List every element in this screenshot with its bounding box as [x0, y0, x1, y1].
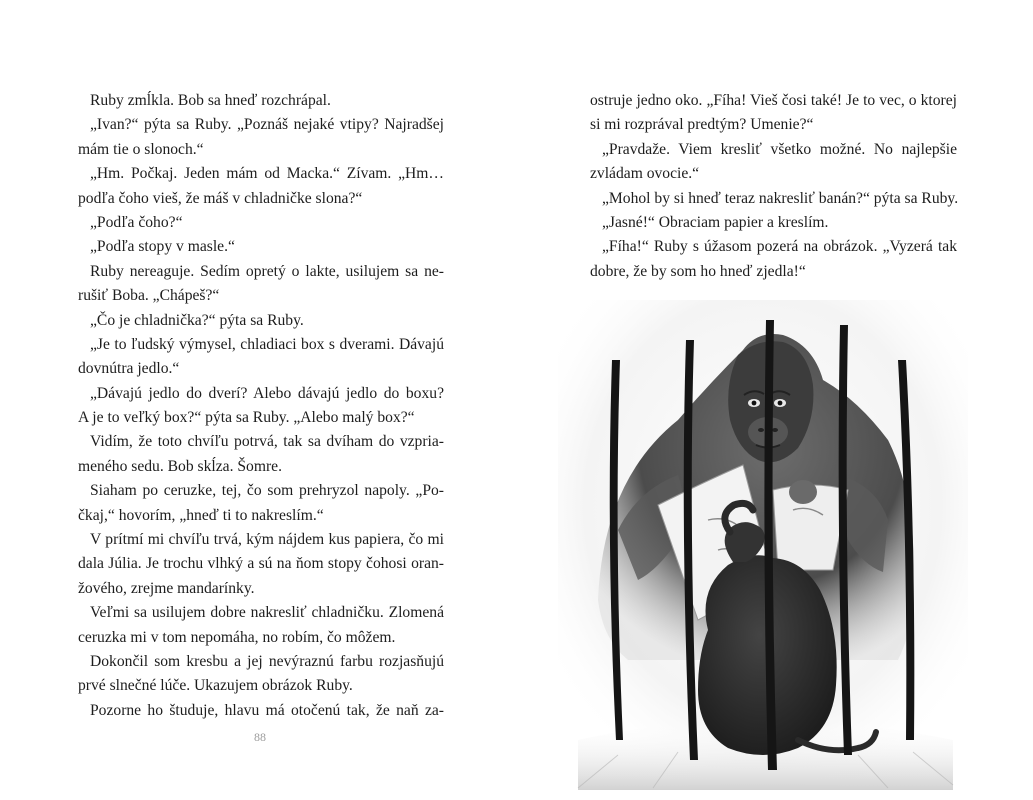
page-number: 88 [254, 730, 266, 744]
text-line: A je to veľký box?“ pýta sa Ruby. „Alebo malý box?“ [78, 409, 415, 427]
text-line: Pozorne ho študuje, hlavu má otočenú tak, že naň za- [90, 701, 444, 719]
text-line: Dokončil som kresbu a jej nevýraznú farbu rozjasňujú [90, 652, 444, 670]
text-line: dobre, že by som ho hneď zjedla!“ [590, 262, 806, 280]
text-line: „Hm. Počkaj. Jeden mám od Macka.“ Zívam. „Hm… [90, 165, 444, 183]
text-line: „Fíha!“ Ruby s úžasom pozerá na obrázok. „Vyzerá tak [602, 238, 957, 256]
text-line: zvládam ovocie.“ [590, 165, 700, 183]
text-line: ostruje jedno oko. „Fíha! Vieš čosi také! Je to vec, o ktorej [590, 92, 957, 109]
text-line: V prítmí mi chvíľu trvá, kým nájdem kus papiera, čo mi [90, 531, 444, 549]
text-line: Vidím, že toto chvíľu potrvá, tak sa dvíham do vzpria- [90, 433, 444, 451]
text-line: podľa čoho vieš, že máš v chladničke slona?“ [78, 189, 363, 207]
text-line: Ruby nereaguje. Sedím opretý o lakte, usilujem sa ne- [90, 262, 444, 280]
text-line: „Jasné!“ Obraciam papier a kreslím. [602, 213, 829, 231]
text-line: „Ivan?“ pýta sa Ruby. „Poznáš nejaké vtipy? Najradšej [90, 116, 444, 134]
text-line: Siaham po ceruzke, tej, čo som prehryzol napoly. „Po- [90, 482, 444, 500]
text-line: dala Júlia. Je trochu vlhký a sú na ňom stopy čohosi oran- [78, 555, 444, 573]
text-line: „Podľa čoho?“ [90, 213, 183, 231]
text-line: „Mohol by si hneď teraz nakresliť banán?“ pýta sa Ruby. [602, 189, 959, 207]
left-page [0, 0, 516, 800]
text-line: „Podľa stopy v masle.“ [90, 238, 235, 256]
text-line: rušiť Boba. „Chápeš?“ [78, 287, 220, 305]
text-line: mám tie o slonoch.“ [78, 140, 204, 158]
text-line: „Čo je chladnička?“ pýta sa Ruby. [90, 311, 304, 329]
text-line: Ruby zmĺkla. Bob sa hneď rozchrápal. [90, 92, 331, 109]
text-line: čkaj,“ hovorím, „hneď ti to nakreslím.“ [78, 506, 324, 524]
text-line: „Pravdaže. Viem kresliť všetko možné. No najlepšie [602, 140, 957, 158]
text-line: dovnútra jedlo.“ [78, 360, 180, 378]
text-line: si mi rozprával predtým? Umenie?“ [590, 116, 814, 134]
right-page-text [590, 89, 957, 284]
text-line: ceruzka mi v tom nepomáha, no robím, čo môžem. [78, 628, 396, 646]
text-line: žového, zrejme mandarínky. [78, 579, 255, 597]
text-line: meného sedu. Bob skĺza. Šomre. [78, 457, 282, 475]
text-line: „Je to ľudský výmysel, chladiaci box s dverami. Dávajú [90, 335, 444, 353]
left-page-text [78, 89, 444, 723]
gorilla-and-elephant-illustration [558, 300, 968, 790]
text-line: „Dávajú jedlo do dverí? Alebo dávajú jedlo do boxu? [90, 384, 444, 402]
text-line: prvé slnečné lúče. Ukazujem obrázok Ruby. [78, 677, 353, 695]
text-line: Veľmi sa usilujem dobre nakresliť chladničku. Zlomená [90, 604, 444, 622]
